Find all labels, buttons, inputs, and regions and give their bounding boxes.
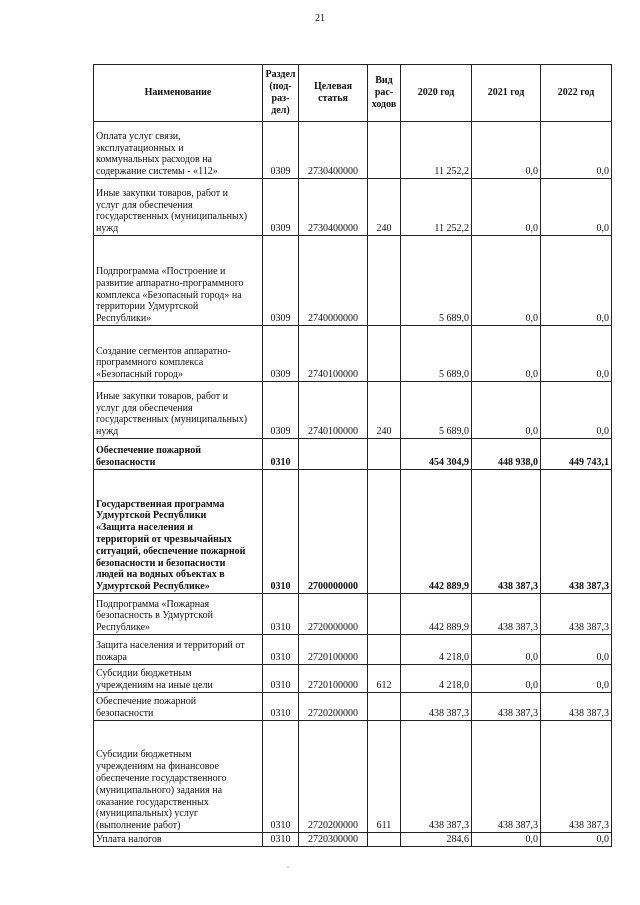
row-2022: 0,0 <box>541 179 612 236</box>
row-2020: 4 218,0 <box>401 665 472 693</box>
row-2022: 438 387,3 <box>541 693 612 721</box>
row-section: 0310 <box>263 594 299 635</box>
row-2022: 0,0 <box>541 326 612 382</box>
row-target: 2720300000 <box>299 833 368 847</box>
row-target: 2720200000 <box>299 721 368 833</box>
table-row <box>94 236 612 326</box>
row-section: 0309 <box>263 382 299 439</box>
row-2020: 4 218,0 <box>401 635 472 665</box>
row-2021: 0,0 <box>472 635 541 665</box>
scan-speck <box>287 866 289 868</box>
row-2020: 454 304,9 <box>401 439 472 470</box>
row-name: Обеспечение пожарной безопасности <box>94 439 263 470</box>
row-2020: 438 387,3 <box>401 693 472 721</box>
row-type <box>368 635 401 665</box>
row-target: 2730400000 <box>299 122 368 179</box>
row-target: 2720000000 <box>299 594 368 635</box>
row-2021: 0,0 <box>472 833 541 847</box>
header-target: Целевая статья <box>299 65 368 122</box>
row-type <box>368 833 401 847</box>
row-2022: 0,0 <box>541 236 612 326</box>
table-row <box>94 179 612 236</box>
table-row <box>94 635 612 665</box>
table-row <box>94 721 612 833</box>
row-section: 0309 <box>263 236 299 326</box>
row-2021: 0,0 <box>472 179 541 236</box>
row-2020: 442 889,9 <box>401 470 472 594</box>
row-2022: 438 387,3 <box>541 721 612 833</box>
row-2020: 5 689,0 <box>401 382 472 439</box>
row-section: 0310 <box>263 439 299 470</box>
row-section: 0310 <box>263 470 299 594</box>
row-target: 2740000000 <box>299 236 368 326</box>
table-row <box>94 693 612 721</box>
row-type <box>368 594 401 635</box>
row-target: 2740100000 <box>299 382 368 439</box>
row-type <box>368 470 401 594</box>
row-section: 0309 <box>263 122 299 179</box>
row-target: 2720200000 <box>299 693 368 721</box>
row-section: 0310 <box>263 833 299 847</box>
table-row <box>94 594 612 635</box>
row-2022: 438 387,3 <box>541 470 612 594</box>
row-2022: 0,0 <box>541 665 612 693</box>
row-name: Субсидии бюджетным учреждениям на финансовое обеспечение государственного (муниципального) задания на оказание государственных (муниципальных) услуг (выполнение работ) <box>94 721 263 833</box>
row-type <box>368 693 401 721</box>
row-2021: 438 387,3 <box>472 470 541 594</box>
row-name: Иные закупки товаров, работ и услуг для обеспечения государственных (муниципальных) нужд <box>94 382 263 439</box>
table-row <box>94 665 612 693</box>
row-type <box>368 122 401 179</box>
row-name: Защита населения и территорий от пожара <box>94 635 263 665</box>
row-section: 0310 <box>263 721 299 833</box>
table-body <box>94 122 612 847</box>
row-2022: 449 743,1 <box>541 439 612 470</box>
row-name: Подпрограмма «Построение и развитие аппаратно-программного комплекса «Безопасный город» на территории Удмуртской Республики» <box>94 236 263 326</box>
row-name: Подпрограмма «Пожарная безопасность в Удмуртской Республике» <box>94 594 263 635</box>
row-2022: 0,0 <box>541 382 612 439</box>
row-target: 2730400000 <box>299 179 368 236</box>
row-name: Обеспечение пожарной безопасности <box>94 693 263 721</box>
row-name: Создание сегментов аппаратно-программного комплекса «Безопасный город» <box>94 326 263 382</box>
row-type: 611 <box>368 721 401 833</box>
header-2020: 2020 год <box>401 65 472 122</box>
row-type: 240 <box>368 382 401 439</box>
row-2021: 0,0 <box>472 382 541 439</box>
row-type: 240 <box>368 179 401 236</box>
row-2021: 438 387,3 <box>472 693 541 721</box>
row-2021: 0,0 <box>472 326 541 382</box>
header-type: Вид рас- ходов <box>368 65 401 122</box>
row-target: 2720100000 <box>299 665 368 693</box>
row-target: 2700000000 <box>299 470 368 594</box>
row-section: 0309 <box>263 326 299 382</box>
table-row <box>94 470 612 594</box>
row-target: 2740100000 <box>299 326 368 382</box>
row-name: Субсидии бюджетным учреждениям на иные цели <box>94 665 263 693</box>
row-type <box>368 326 401 382</box>
table-row <box>94 833 612 847</box>
row-name: Государственная программа Удмуртской Республики «Защита населения и территорий от чрезвычайных ситуаций, обеспечение пожарной безопасности и безопасности людей на водных объектах в Удмуртской Республике» <box>94 470 263 594</box>
row-section: 0310 <box>263 635 299 665</box>
row-2020: 11 252,2 <box>401 122 472 179</box>
table-row <box>94 382 612 439</box>
header-row <box>94 65 612 122</box>
header-section: Раздел (под- раз- дел) <box>263 65 299 122</box>
page-number: 21 <box>315 13 325 24</box>
row-name: Уплата налогов <box>94 833 263 847</box>
row-section: 0310 <box>263 693 299 721</box>
row-target: 2720100000 <box>299 635 368 665</box>
row-2021: 0,0 <box>472 236 541 326</box>
row-2020: 284,6 <box>401 833 472 847</box>
row-2020: 5 689,0 <box>401 236 472 326</box>
table-row <box>94 439 612 470</box>
row-section: 0309 <box>263 179 299 236</box>
row-type <box>368 439 401 470</box>
row-target <box>299 439 368 470</box>
row-2022: 0,0 <box>541 635 612 665</box>
row-2021: 448 938,0 <box>472 439 541 470</box>
row-2021: 0,0 <box>472 665 541 693</box>
row-2020: 438 387,3 <box>401 721 472 833</box>
row-2022: 438 387,3 <box>541 594 612 635</box>
row-2022: 0,0 <box>541 833 612 847</box>
table-row <box>94 326 612 382</box>
row-name: Оплата услуг связи, эксплуатационных и коммунальных расходов на содержание системы - «112» <box>94 122 263 179</box>
row-section: 0310 <box>263 665 299 693</box>
row-type: 612 <box>368 665 401 693</box>
header-name: Наименование <box>94 65 263 122</box>
row-2021: 438 387,3 <box>472 721 541 833</box>
row-type <box>368 236 401 326</box>
table-row <box>94 122 612 179</box>
header-2021: 2021 год <box>472 65 541 122</box>
row-2020: 11 252,2 <box>401 179 472 236</box>
row-name: Иные закупки товаров, работ и услуг для обеспечения государственных (муниципальных) нужд <box>94 179 263 236</box>
row-2021: 438 387,3 <box>472 594 541 635</box>
header-2022: 2022 год <box>541 65 612 122</box>
row-2020: 442 889,9 <box>401 594 472 635</box>
row-2022: 0,0 <box>541 122 612 179</box>
row-2020: 5 689,0 <box>401 326 472 382</box>
budget-table <box>93 64 612 847</box>
row-2021: 0,0 <box>472 122 541 179</box>
